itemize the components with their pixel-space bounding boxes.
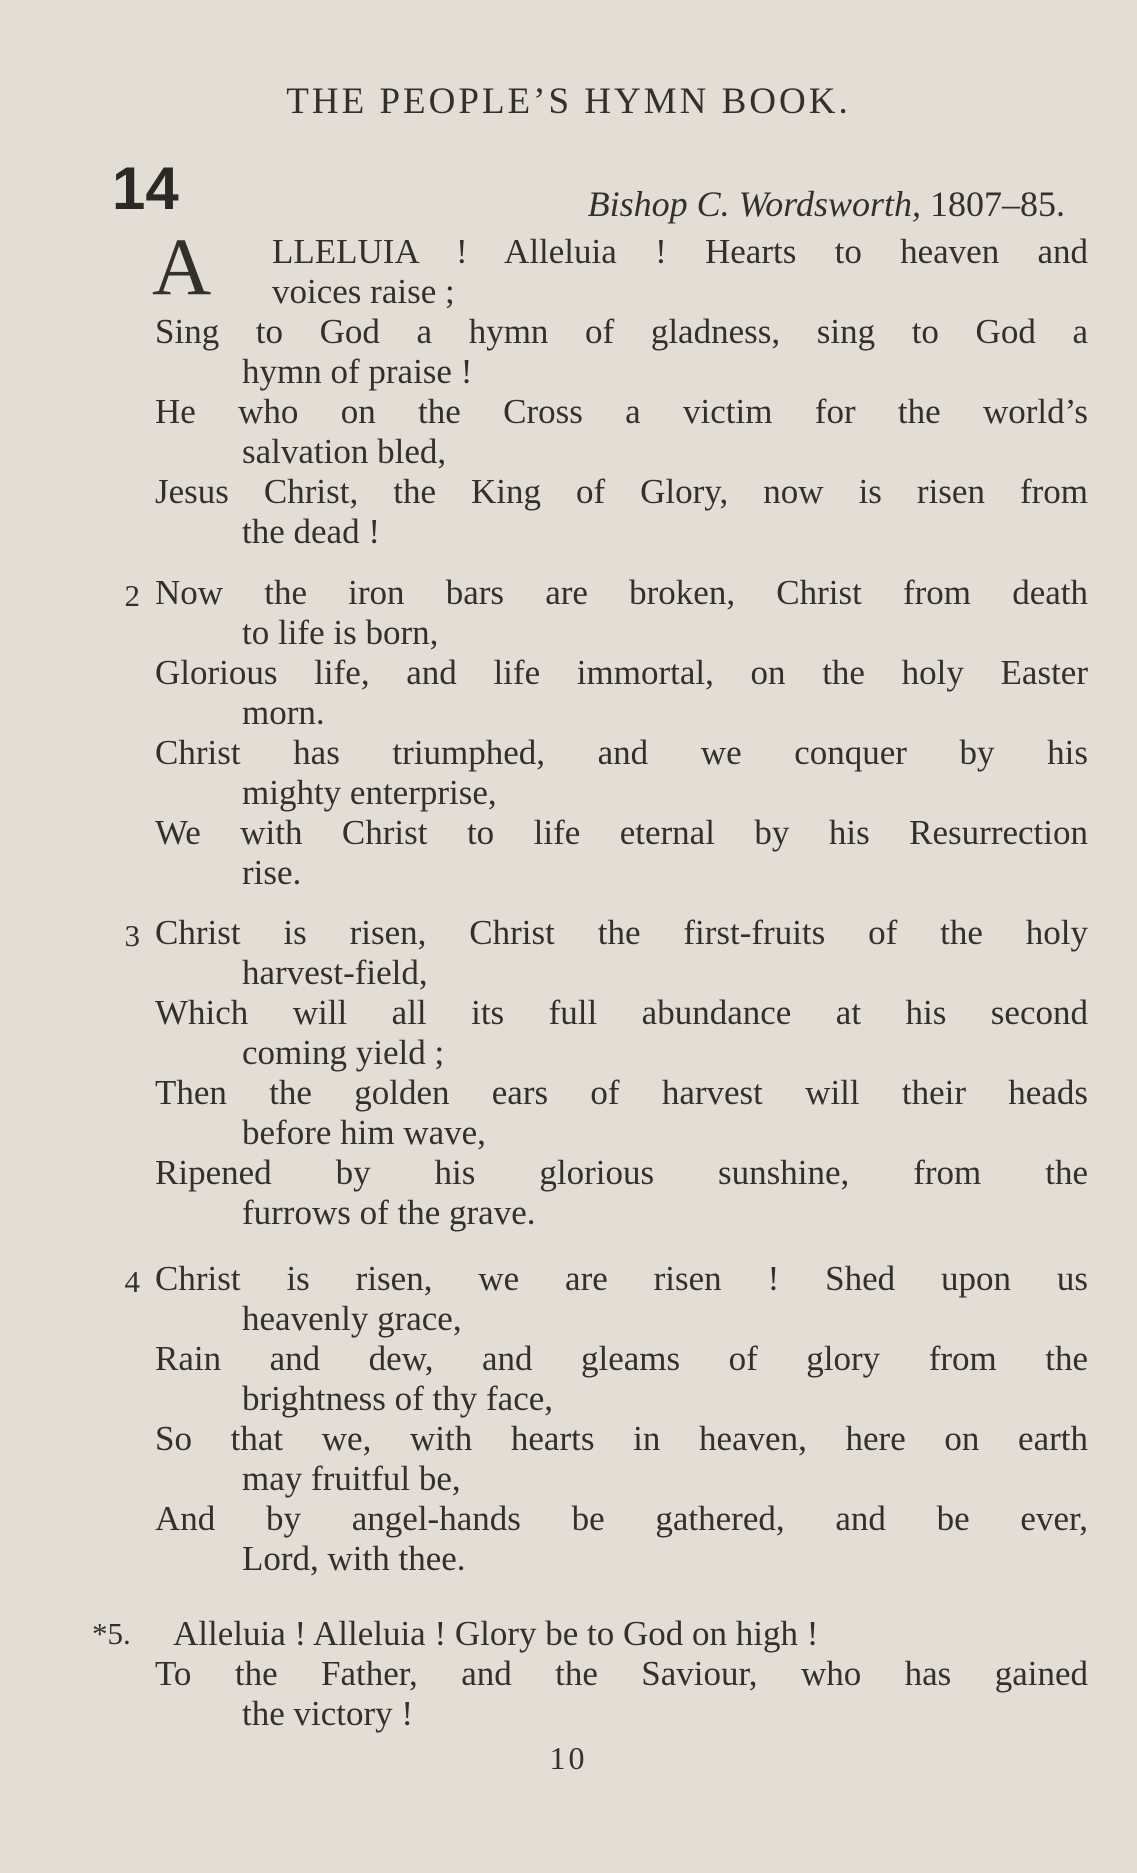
running-head: THE PEOPLE’S HYMN BOOK. xyxy=(286,81,851,122)
verse-line: rise. xyxy=(242,853,302,892)
verse-line: harvest-field, xyxy=(242,953,428,992)
verse-line: coming yield ; xyxy=(242,1033,445,1072)
verse-line: Lord, with thee. xyxy=(242,1539,466,1578)
verse-line: furrows of the grave. xyxy=(242,1193,536,1232)
verse-line: LLELUIA ! Alleluia ! Hearts to heaven and xyxy=(272,232,1088,271)
verse-line: Sing to God a hymn of gladness, sing to God a xyxy=(155,312,1088,351)
verse-line: before him wave, xyxy=(242,1113,486,1152)
verse-line: brightness of thy face, xyxy=(242,1379,554,1418)
page-number: 10 xyxy=(549,1740,588,1776)
verse-line: Christ is risen, Christ the first-fruits of the holy xyxy=(155,913,1088,952)
drop-cap: A xyxy=(152,221,212,312)
verse-line: the victory ! xyxy=(242,1694,414,1733)
hymn-author xyxy=(588,178,1065,230)
verse-number: 3 xyxy=(124,918,140,953)
verse-line: salvation bled, xyxy=(242,432,447,471)
verse-line: Christ is risen, we are risen ! Shed upon us xyxy=(155,1259,1088,1298)
verse-line: Ripened by his glorious sunshine, from the xyxy=(155,1153,1088,1192)
verse-line: And by angel-hands be gathered, and be ever, xyxy=(155,1499,1088,1538)
verse-line: mighty enterprise, xyxy=(242,773,497,812)
verse-line: So that we, with hearts in heaven, here on earth xyxy=(155,1419,1088,1458)
author-dates: 1807–85. xyxy=(930,184,1065,224)
verse-line: voices raise ; xyxy=(272,272,455,311)
verse-number: *5. xyxy=(92,1616,131,1651)
verse-number: 2 xyxy=(124,578,140,613)
verse-line: To the Father, and the Saviour, who has gained xyxy=(155,1654,1088,1693)
verse-line: Jesus Christ, the King of Glory, now is risen from xyxy=(155,472,1088,511)
verse-line: the dead ! xyxy=(242,512,380,551)
verse-line: Alleluia ! Alleluia ! Glory be to God on high ! xyxy=(173,1614,819,1653)
verse-line: morn. xyxy=(242,693,325,732)
author-name: Bishop C. Wordsworth, xyxy=(587,184,921,224)
verse-number: 4 xyxy=(124,1264,140,1299)
verse-line: Rain and dew, and gleams of glory from the xyxy=(155,1339,1088,1378)
verse-line: hymn of praise ! xyxy=(242,352,473,391)
hymn-number: 14 xyxy=(112,155,179,222)
verse-line: Then the golden ears of harvest will their heads xyxy=(155,1073,1088,1112)
verse-line: He who on the Cross a victim for the world’s xyxy=(155,392,1088,431)
verse-line: Which will all its full abundance at his second xyxy=(155,993,1088,1032)
verse-line: We with Christ to life eternal by his Resurrection xyxy=(155,813,1088,852)
verse-line: may fruitful be, xyxy=(242,1459,461,1498)
verse-line: Now the iron bars are broken, Christ from death xyxy=(155,573,1088,612)
verse-line: to life is born, xyxy=(242,613,439,652)
verse-line: heavenly grace, xyxy=(242,1299,462,1338)
verse-line: Glorious life, and life immortal, on the holy Easter xyxy=(155,653,1088,692)
verse-line: Christ has triumphed, and we conquer by his xyxy=(155,733,1088,772)
